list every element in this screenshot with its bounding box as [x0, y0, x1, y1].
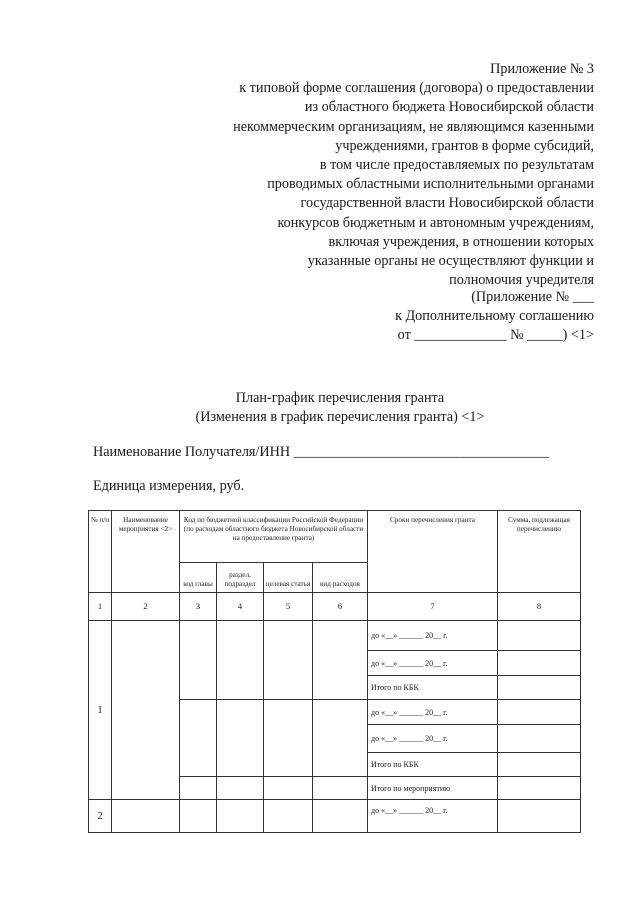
event-total-label: Итого по мероприятию — [368, 777, 498, 800]
sum-cell — [498, 700, 581, 725]
title-line-1: План-график перечисления гранта — [235, 390, 445, 406]
supplement-reference — [395, 288, 594, 345]
sum-cell — [498, 621, 581, 651]
appendix-header — [233, 60, 594, 290]
payment-date-cell: до «__» ______ 20__ г. — [368, 621, 498, 651]
payment-date-cell: до «__» ______ 20__ г. — [368, 700, 498, 725]
razdel-cell — [217, 621, 264, 700]
header-line: проводимых областными исполнительными органами — [267, 176, 594, 193]
header-line: в том числе предоставляемых по результатам — [319, 157, 594, 174]
header-line: полномочия учредителя — [449, 272, 594, 289]
sum-cell — [498, 800, 581, 833]
statya-cell — [264, 777, 313, 800]
payment-date-cell: до «__» ______ 20__ г. — [368, 725, 498, 753]
header-line: конкурсов бюджетным и автономным учреждениям, — [277, 214, 594, 231]
kod-glavy-cell — [180, 800, 217, 833]
header-event: Наименование мероприятия <2> — [112, 511, 180, 593]
payment-date-cell: до «__» ______ 20__ г. — [368, 800, 498, 833]
units-label: Единица измерения, руб. — [93, 478, 245, 494]
header-sum: Сумма, подлежащая перечислению — [498, 511, 581, 593]
header-num: № п/п — [89, 511, 112, 593]
sum-cell — [498, 777, 581, 800]
col-number: 4 — [217, 593, 264, 621]
header-line: указанные органы не осуществляют функции и — [307, 253, 594, 270]
header-statya: целевая статья — [264, 563, 313, 593]
header-razdel: раздел, подраздел — [217, 563, 264, 593]
document-title — [0, 389, 640, 427]
col-number: 6 — [313, 593, 368, 621]
col-number: 7 — [368, 593, 498, 621]
razdel-cell — [217, 700, 264, 777]
vid-cell — [313, 777, 368, 800]
header-terms: Сроки перечисления гранта — [368, 511, 498, 593]
grant-schedule-table — [88, 510, 581, 833]
row-number: 1 — [89, 621, 112, 800]
col-number: 3 — [180, 593, 217, 621]
header-line: Приложение № 3 — [490, 61, 594, 77]
sum-cell — [498, 676, 581, 700]
event-cell — [112, 621, 180, 800]
payment-date-cell: до «__» ______ 20__ г. — [368, 651, 498, 676]
kod-glavy-cell — [180, 621, 217, 700]
header-line: из областного бюджета Новосибирской области — [304, 99, 594, 116]
supplement-line: к Дополнительному соглашению — [395, 308, 594, 324]
header-vid: вид расходов — [313, 563, 368, 593]
header-line: учреждениями, грантов в форме субсидий, — [335, 137, 594, 154]
recipient-field: Наименование Получателя/ИНН ____________________________________ — [93, 444, 550, 460]
col-number: 8 — [498, 593, 581, 621]
header-line: к типовой форме соглашения (договора) о предоставлении — [239, 80, 594, 97]
statya-cell — [264, 800, 313, 833]
event-cell — [112, 800, 180, 833]
kbk-total-label: Итого по КБК — [368, 676, 498, 700]
razdel-cell — [217, 800, 264, 833]
supplement-line: от _____________ № _____) <1> — [397, 327, 594, 343]
razdel-cell — [217, 777, 264, 800]
vid-cell — [313, 800, 368, 833]
supplement-line: (Приложение № ___ — [471, 289, 594, 305]
col-number: 1 — [89, 593, 112, 621]
kbk-total-label: Итого по КБК — [368, 753, 498, 777]
vid-cell — [313, 621, 368, 700]
col-number: 5 — [264, 593, 313, 621]
vid-cell — [313, 700, 368, 777]
sum-cell — [498, 753, 581, 777]
header-kbk: Код по бюджетной классификации Российской Федерации (по расходам областного бюджета Новосибирской области на предоставление гранта) — [180, 511, 368, 563]
header-line: включая учреждения, в отношении которых — [328, 233, 594, 250]
sum-cell — [498, 725, 581, 753]
header-line: государственной власти Новосибирской области — [300, 195, 594, 212]
header-kod-glavy: код главы — [180, 563, 217, 593]
col-number: 2 — [112, 593, 180, 621]
kod-glavy-cell — [180, 700, 217, 777]
kod-glavy-cell — [180, 777, 217, 800]
title-line-2: (Изменения в график перечисления гранта) <1> — [195, 409, 485, 425]
statya-cell — [264, 700, 313, 777]
header-line: некоммерческим организациям, не являющимся казенными — [233, 118, 594, 135]
sum-cell — [498, 651, 581, 676]
row-number: 2 — [89, 800, 112, 833]
statya-cell — [264, 621, 313, 700]
